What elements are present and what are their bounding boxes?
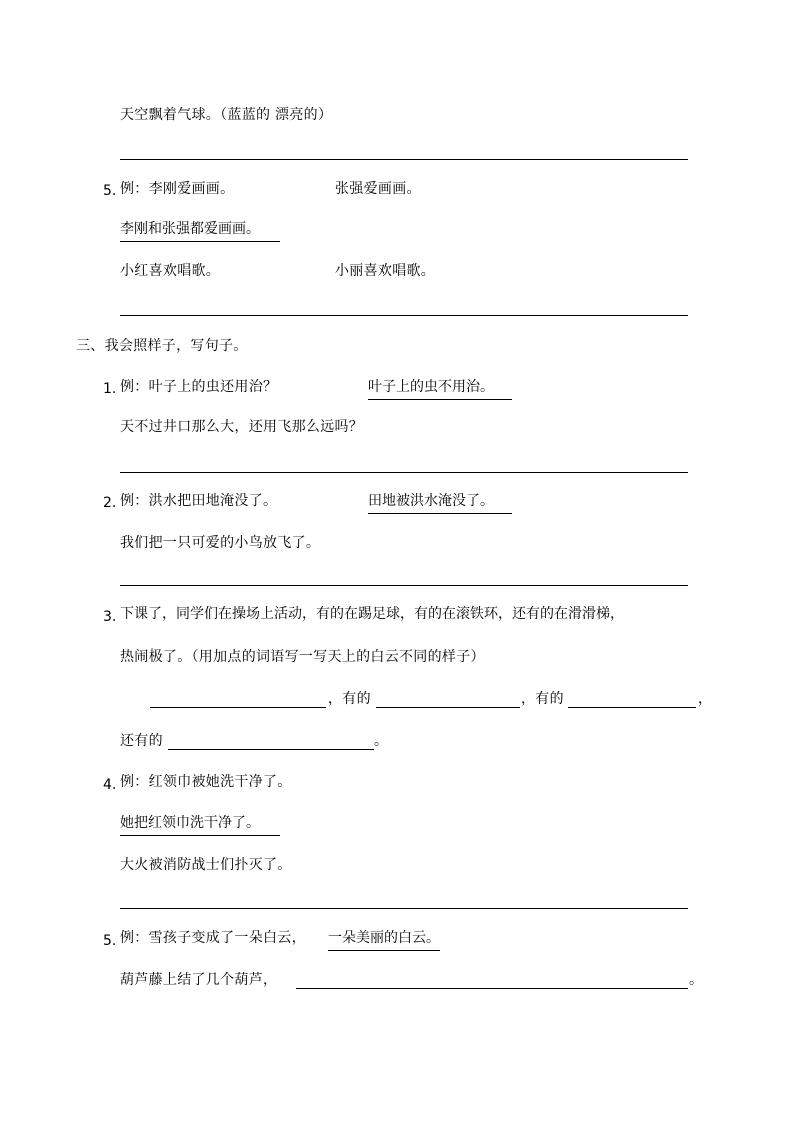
answer-line[interactable] (120, 159, 688, 160)
fill-text-3: ， (698, 691, 713, 707)
fill-text-5: 。 (374, 733, 389, 749)
passage-line-2: 热闹极了。（用加点的词语写一写天上的白云不同的样子） (120, 649, 485, 665)
item-number: 5. (103, 933, 117, 949)
section-title: 三、我会照样子，写句子。 (76, 338, 248, 354)
example-answer: 叶子上的虫不用治。 (368, 377, 512, 400)
example-sentence-a: 例：李刚爱画画。 (120, 181, 235, 197)
fill-text-4: 还有的 (120, 733, 163, 749)
question-sentence: 天不过井口那么大，还用飞那么远吗？ (120, 419, 364, 435)
example-sentence: 例：雪孩子变成了一朵白云， (120, 930, 306, 946)
example-sentence-b: 张强爱画画。 (335, 181, 421, 197)
item-number: 2. (103, 495, 117, 511)
question-sentence-b: 小丽喜欢唱歌。 (335, 263, 436, 279)
answer-line[interactable] (120, 315, 688, 316)
answer-line[interactable] (120, 908, 688, 909)
fill-text-2: ，有的 (521, 691, 564, 707)
end-punctuation: 。 (689, 972, 704, 988)
question-sentence: 葫芦藤上结了几个葫芦， (120, 972, 278, 988)
item-number: 5. (103, 183, 117, 199)
answer-line[interactable] (120, 472, 688, 473)
example-sentence: 例：洪水把田地淹没了。 (120, 493, 278, 509)
example-answer: 田地被洪水淹没了。 (368, 491, 512, 514)
question-sentence: 大火被消防战士们扑灭了。 (120, 857, 292, 873)
question-sentence: 我们把一只可爱的小鸟放飞了。 (120, 535, 321, 551)
example-answer: 李刚和张强都爱画画。 (120, 219, 280, 242)
example-answer: 她把红领巾洗干净了。 (120, 813, 280, 836)
example-sentence: 例：红领巾被她洗干净了。 (120, 774, 292, 790)
example-answer: 一朵美丽的白云。 (328, 928, 440, 951)
item-number: 1. (103, 381, 117, 397)
item-number: 3. (103, 609, 117, 625)
blank-2[interactable] (376, 707, 520, 708)
example-sentence: 例：叶子上的虫还用治？ (120, 379, 278, 395)
passage-line-1: 下课了，同学们在操场上活动，有的在踢足球，有的在滚铁环，还有的在滑滑梯， (120, 606, 624, 622)
fill-text-1: ，有的 (328, 691, 371, 707)
answer-line[interactable] (296, 988, 688, 989)
answer-line[interactable] (120, 585, 688, 586)
question-sentence-a: 小红喜欢唱歌。 (120, 263, 221, 279)
blank-4[interactable] (168, 749, 374, 750)
blank-3[interactable] (568, 707, 696, 708)
blank-1[interactable] (150, 707, 326, 708)
item-number: 4. (103, 777, 117, 793)
item4-question: 天空飘着气球。（蓝蓝的 漂亮的） (120, 107, 333, 123)
